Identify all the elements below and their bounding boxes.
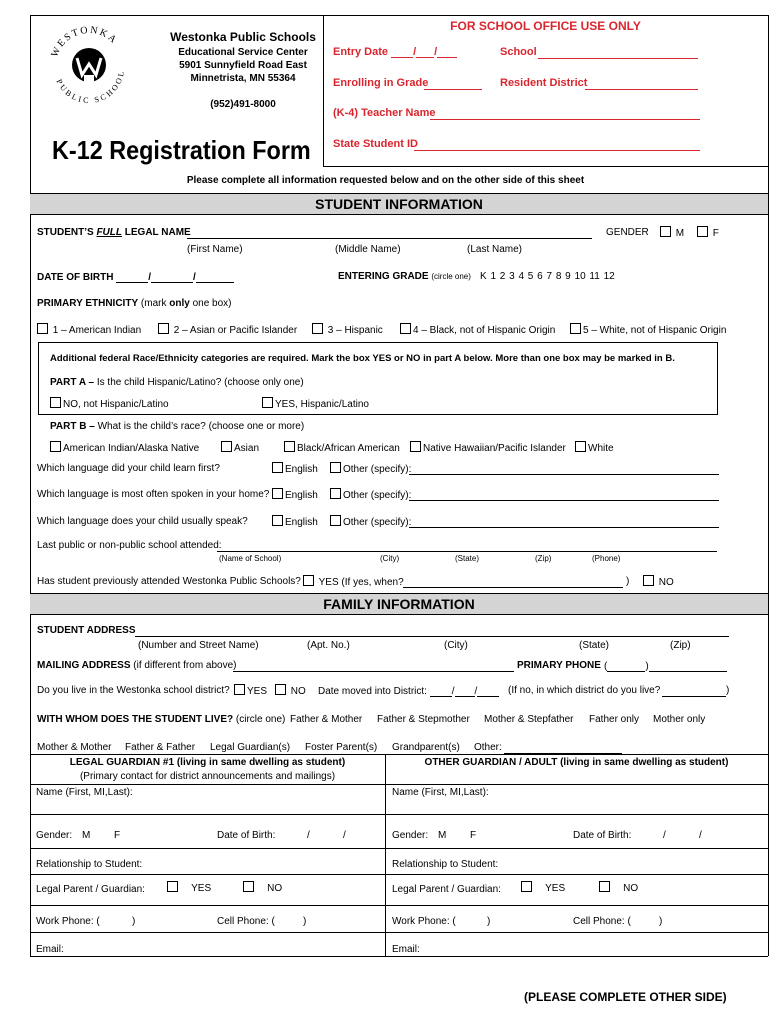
g1-dob-label: Date of Birth: xyxy=(217,830,276,841)
g2-work-phone-close: ) xyxy=(487,916,491,927)
race-option-asian[interactable]: Asian xyxy=(221,441,259,454)
lang-first-question: Which language did your child learn first? xyxy=(37,463,220,474)
first-name-caption: (First Name) xyxy=(187,244,243,255)
lang-first-other[interactable]: Other (specify): xyxy=(330,462,411,475)
footer-note: (PLEASE COMPLETE OTHER SIDE) xyxy=(524,990,727,1004)
resident-district-label: Resident District xyxy=(500,77,588,89)
part-a-question: PART A – Is the child Hispanic/Latino? (choose only one) xyxy=(50,377,304,388)
guardian-row-line-2 xyxy=(30,814,768,815)
if-no-district-label: (If no, in which district do you live? xyxy=(508,685,661,696)
checkbox-icon[interactable] xyxy=(234,684,245,695)
last-school-label: Last public or non-public school attended: xyxy=(37,540,222,551)
g1-dob-slash-1: / xyxy=(307,830,310,841)
live-option-father-mother[interactable]: Father & Mother xyxy=(290,714,363,725)
guardian2-title: OTHER GUARDIAN / ADULT (living in same dwelling as student) xyxy=(424,757,729,768)
live-option-grandparents[interactable]: Grandparent(s) xyxy=(392,742,460,753)
addr-city-caption: (City) xyxy=(444,640,468,651)
lang-speak-english[interactable]: English xyxy=(272,515,318,528)
guardian-row-line-5 xyxy=(30,905,768,906)
g2-gender-f[interactable]: F xyxy=(470,830,477,841)
legal-name-field[interactable] xyxy=(187,238,592,239)
prev-attended-no[interactable]: NO xyxy=(643,575,674,588)
guardian-row-line-1 xyxy=(30,784,768,785)
ethnicity-option-2[interactable]: 2 – Asian or Pacific Islander xyxy=(158,323,297,336)
checkbox-icon[interactable] xyxy=(272,515,283,526)
primary-phone-label: PRIMARY PHONE xyxy=(517,660,601,671)
gender-label: GENDER xyxy=(606,227,649,238)
g2-legal-no[interactable]: NO xyxy=(599,881,638,894)
live-option-mother-stepfather[interactable]: Mother & Stepfather xyxy=(484,714,574,725)
other-district-close-paren: ) xyxy=(726,685,730,696)
checkbox-icon[interactable] xyxy=(521,881,532,892)
checkbox-icon[interactable] xyxy=(50,397,61,408)
checkbox-icon[interactable] xyxy=(570,323,581,334)
school-phone: (952)491-8000 xyxy=(210,99,276,110)
checkbox-icon[interactable] xyxy=(303,575,314,586)
last-school-city-caption: (City) xyxy=(380,554,400,563)
school-street: 5901 Sunnyfield Road East xyxy=(179,60,307,71)
lang-home-question: Which language is most often spoken in your home? xyxy=(37,489,270,500)
checkbox-icon[interactable] xyxy=(272,462,283,473)
g2-dob-slash-1: / xyxy=(663,830,666,841)
lang-speak-other[interactable]: Other (specify): xyxy=(330,515,411,528)
office-school-field[interactable] xyxy=(538,58,698,59)
checkbox-icon[interactable] xyxy=(221,441,232,452)
lang-first-english[interactable]: English xyxy=(272,462,318,475)
other-district-field[interactable] xyxy=(662,696,726,697)
gender-m-option[interactable]: M xyxy=(660,226,684,239)
lang-speak-other-field[interactable] xyxy=(409,527,719,528)
lang-home-other-field[interactable] xyxy=(409,500,719,501)
svg-text:WESTONKA: WESTONKA xyxy=(49,24,120,59)
mailing-address-label: MAILING ADDRESS (if different from above) xyxy=(37,660,237,671)
ethnicity-option-3[interactable]: 3 – Hispanic xyxy=(312,323,383,336)
g1-legal-no[interactable]: NO xyxy=(243,881,282,894)
checkbox-icon[interactable] xyxy=(599,881,610,892)
checkbox-icon[interactable] xyxy=(243,881,254,892)
district-yes[interactable]: YES xyxy=(234,684,267,697)
checkbox-icon[interactable] xyxy=(284,441,295,452)
form-border-right xyxy=(768,15,769,956)
g2-gender-label: Gender: xyxy=(392,830,429,841)
g1-gender-f[interactable]: F xyxy=(114,830,121,841)
federal-note: Additional federal Race/Ethnicity categories are required. Mark the box YES or NO in part A below. More than one box may be marked in B. xyxy=(50,353,675,364)
checkbox-icon[interactable] xyxy=(330,462,341,473)
g1-legal-yes[interactable]: YES xyxy=(167,881,211,894)
mailing-address-field[interactable] xyxy=(233,671,514,672)
part-a-no-option[interactable]: NO, not Hispanic/Latino xyxy=(50,397,169,410)
entry-date-label: Entry Date / / xyxy=(333,46,457,58)
g1-work-phone-label[interactable]: Work Phone: ( xyxy=(36,916,100,927)
svg-text:PUBLIC SCHOOLS: PUBLIC SCHOOL xyxy=(54,68,127,106)
grade-options[interactable]: K 1 2 3 4 5 6 7 8 9 10 11 12 xyxy=(480,271,615,282)
g2-gender-m[interactable]: M xyxy=(438,830,447,841)
checkbox-icon[interactable] xyxy=(660,226,671,237)
checkbox-icon[interactable] xyxy=(262,397,273,408)
addr-apt-caption: (Apt. No.) xyxy=(307,640,350,651)
resident-district-field[interactable] xyxy=(585,89,698,90)
checkbox-icon[interactable] xyxy=(50,441,61,452)
ethnicity-label: PRIMARY ETHNICITY (mark only one box) xyxy=(37,298,232,309)
g2-dob-label: Date of Birth: xyxy=(573,830,632,841)
last-school-zip-caption: (Zip) xyxy=(535,554,552,563)
district-no[interactable]: NO xyxy=(275,684,306,697)
primary-phone-field[interactable]: ( ) xyxy=(604,660,727,672)
school-logo xyxy=(46,20,132,106)
student-address-label: STUDENT ADDRESS xyxy=(37,625,136,636)
addr-zip-caption: (Zip) xyxy=(670,640,691,651)
race-option-white[interactable]: White xyxy=(575,441,614,454)
checkbox-icon[interactable] xyxy=(272,488,283,499)
entering-grade-label: ENTERING GRADE (circle one) xyxy=(338,271,471,282)
guardian1-title: LEGAL GUARDIAN #1 (living in same dwelling as student) xyxy=(69,757,346,768)
school-name: Westonka Public Schools xyxy=(170,30,316,44)
dob-label: DATE OF BIRTH / / xyxy=(37,271,234,283)
student-address-field[interactable] xyxy=(135,636,729,637)
district-question: Do you live in the Westonka school district? xyxy=(37,685,230,696)
race-option-black[interactable]: Black/African American xyxy=(284,441,400,454)
guardian-table-top xyxy=(30,754,768,755)
race-option-hawaiian[interactable]: Native Hawaiian/Pacific Islander xyxy=(410,441,566,454)
prev-attended-yes[interactable]: YES (If yes, when? xyxy=(303,575,404,588)
middle-name-caption: (Middle Name) xyxy=(335,244,401,255)
live-option-mother-only[interactable]: Mother only xyxy=(653,714,706,725)
live-option-foster-parents[interactable]: Foster Parent(s) xyxy=(305,742,378,753)
family-section-header: FAMILY INFORMATION xyxy=(30,593,768,615)
g1-legal-label: Legal Parent / Guardian: xyxy=(36,884,145,895)
lang-home-other[interactable]: Other (specify): xyxy=(330,488,411,501)
enrolling-grade-label: Enrolling in Grade xyxy=(333,77,429,89)
live-option-other[interactable]: Other: xyxy=(474,742,502,753)
checkbox-icon[interactable] xyxy=(37,323,48,334)
g2-legal-yes[interactable]: YES xyxy=(521,881,565,894)
last-school-phone-caption: (Phone) xyxy=(592,554,621,563)
g2-email-label[interactable]: Email: xyxy=(392,944,420,955)
g1-name-label[interactable]: Name (First, MI,Last): xyxy=(36,787,133,798)
g1-email-label[interactable]: Email: xyxy=(36,944,64,955)
live-option-legal-guardians[interactable]: Legal Guardian(s) xyxy=(210,742,291,753)
g2-cell-phone-label[interactable]: Cell Phone: ( xyxy=(573,916,631,927)
g2-relationship-label[interactable]: Relationship to Student: xyxy=(392,859,499,870)
live-option-mother-mother[interactable]: Mother & Mother xyxy=(37,742,112,753)
g2-legal-label: Legal Parent / Guardian: xyxy=(392,884,501,895)
date-moved-label: Date moved into District: / / xyxy=(318,685,499,697)
last-school-field[interactable] xyxy=(217,551,717,552)
office-header: FOR SCHOOL OFFICE USE ONLY xyxy=(450,19,641,33)
form-border-top xyxy=(30,15,768,16)
g2-work-phone-label[interactable]: Work Phone: ( xyxy=(392,916,456,927)
office-box-bottom xyxy=(323,166,768,167)
guardian-row-line-6 xyxy=(30,932,768,933)
ethnicity-option-1[interactable]: 1 – American Indian xyxy=(37,323,141,336)
state-id-field[interactable] xyxy=(414,150,700,151)
state-id-label: State Student ID xyxy=(333,138,418,150)
school-city: Minnetrista, MN 55364 xyxy=(190,73,296,84)
form-title: K-12 Registration Form xyxy=(52,135,311,165)
checkbox-icon[interactable] xyxy=(410,441,421,452)
checkbox-icon[interactable] xyxy=(275,684,286,695)
lang-home-english[interactable]: English xyxy=(272,488,318,501)
lang-speak-question: Which language does your child usually speak? xyxy=(37,516,248,527)
prev-attended-question: Has student previously attended Westonka Public Schools? xyxy=(37,576,301,587)
gender-f-option[interactable]: F xyxy=(697,226,719,239)
checkbox-icon[interactable] xyxy=(643,575,654,586)
guardian-row-line-4 xyxy=(30,874,768,875)
checkbox-icon[interactable] xyxy=(330,515,341,526)
g2-cell-phone-close: ) xyxy=(659,916,663,927)
live-option-father-stepmother[interactable]: Father & Stepmother xyxy=(377,714,470,725)
g1-relationship-label[interactable]: Relationship to Student: xyxy=(36,859,143,870)
ethnicity-option-4[interactable]: 4 – Black, not of Hispanic Origin xyxy=(400,323,555,336)
g1-gender-m[interactable]: M xyxy=(82,830,91,841)
last-school-name-caption: (Name of School) xyxy=(219,554,282,563)
guardian-row-line-3 xyxy=(30,848,768,849)
g1-cell-phone-label[interactable]: Cell Phone: ( xyxy=(217,916,275,927)
g1-gender-label: Gender: xyxy=(36,830,73,841)
g1-work-phone-close: ) xyxy=(132,916,136,927)
lang-first-other-field[interactable] xyxy=(409,474,719,475)
office-box-left xyxy=(323,15,324,166)
last-name-caption: (Last Name) xyxy=(467,244,523,255)
instructions: Please complete all information requested below and on the other side of this sheet xyxy=(186,175,585,186)
race-option-american-indian[interactable]: American Indian/Alaska Native xyxy=(50,441,199,454)
office-school-label: School xyxy=(500,46,537,58)
student-section-header: STUDENT INFORMATION xyxy=(30,193,768,215)
part-a-yes-option[interactable]: YES, Hispanic/Latino xyxy=(262,397,369,410)
school-dept: Educational Service Center xyxy=(178,47,308,58)
prev-attended-close-paren: ) xyxy=(626,576,630,587)
enrolling-grade-field[interactable] xyxy=(424,89,482,90)
checkbox-icon[interactable] xyxy=(697,226,708,237)
teacher-name-field[interactable] xyxy=(430,119,700,120)
prev-attended-when-field[interactable] xyxy=(403,587,623,588)
legal-name-label: STUDENT’S FULL LEGAL NAME xyxy=(37,227,191,238)
g2-dob-slash-2: / xyxy=(699,830,702,841)
checkbox-icon[interactable] xyxy=(167,881,178,892)
checkbox-icon[interactable] xyxy=(158,323,169,334)
g1-dob-slash-2: / xyxy=(343,830,346,841)
live-option-father-father[interactable]: Father & Father xyxy=(125,742,196,753)
live-option-father-only[interactable]: Father only xyxy=(589,714,640,725)
checkbox-icon[interactable] xyxy=(330,488,341,499)
with-whom-question: WITH WHOM DOES THE STUDENT LIVE? (circle one) xyxy=(37,714,286,725)
g1-cell-phone-close: ) xyxy=(303,916,307,927)
checkbox-icon[interactable] xyxy=(312,323,323,334)
checkbox-icon[interactable] xyxy=(575,441,586,452)
checkbox-icon[interactable] xyxy=(400,323,411,334)
addr-state-caption: (State) xyxy=(579,640,610,651)
teacher-name-label: (K-4) Teacher Name xyxy=(333,107,436,119)
form-border-bottom xyxy=(30,956,768,957)
last-school-state-caption: (State) xyxy=(455,554,480,563)
ethnicity-option-5[interactable]: 5 – White, not of Hispanic Origin xyxy=(570,323,726,336)
addr-street-caption: (Number and Street Name) xyxy=(138,640,259,651)
g2-name-label[interactable]: Name (First, MI,Last): xyxy=(392,787,489,798)
part-b-question: PART B – What is the child’s race? (choose one or more) xyxy=(50,421,305,432)
guardian1-subtitle: (Primary contact for district announcements and mailings) xyxy=(79,771,336,782)
